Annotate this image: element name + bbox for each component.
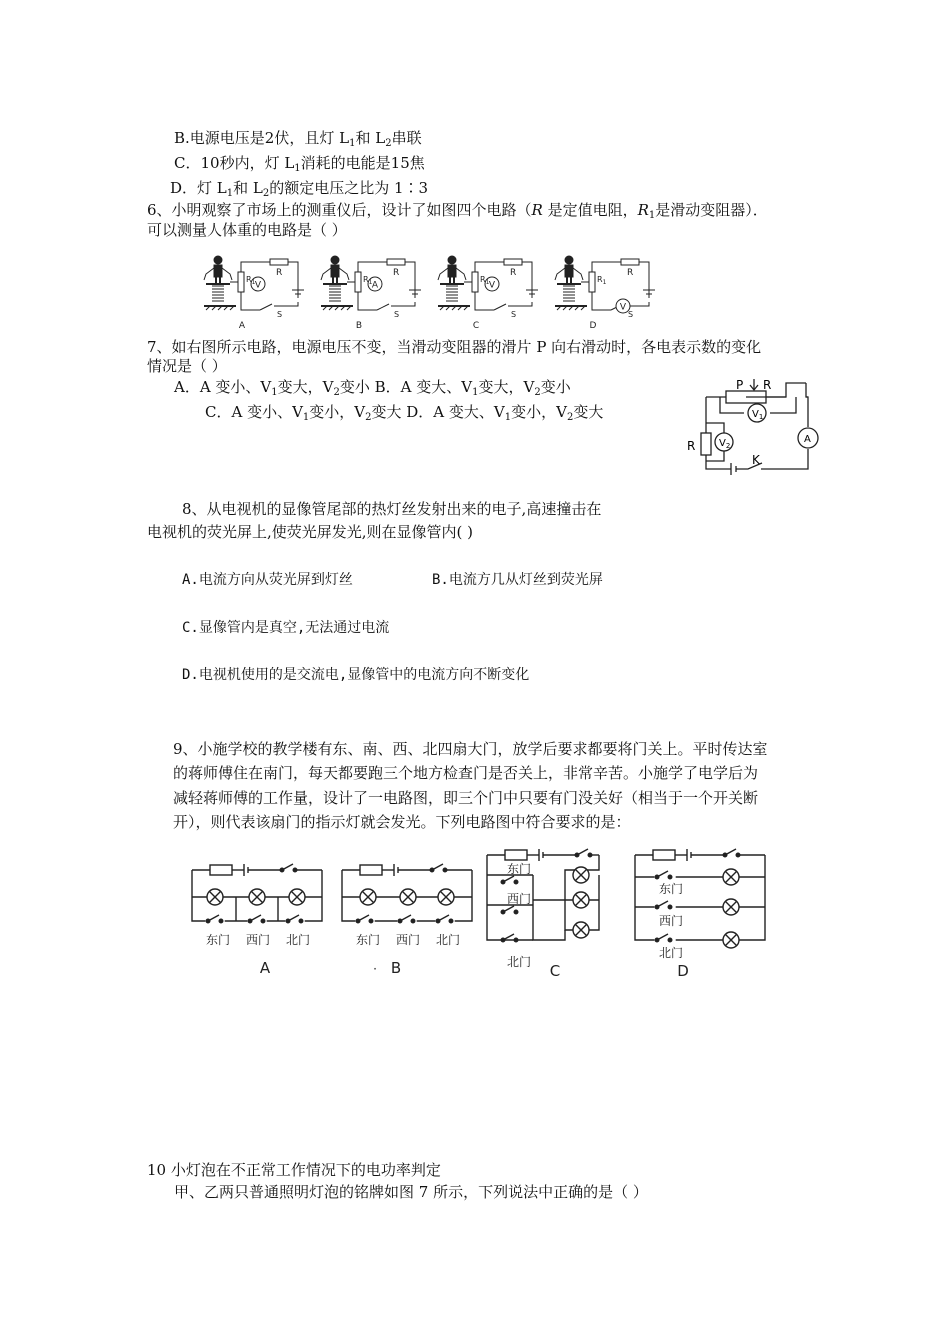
q9-circuit-a: [192, 864, 322, 977]
q5-option-b: B.电源电压是2伏，且灯 $L_1$和 $L_2$串联: [174, 129, 422, 149]
q10-stem: 甲、乙两只普通照明灯泡的铭牌如图 7 所示，下列说法中正确的是（ ）: [174, 1183, 648, 1201]
rheostat-r1: [238, 272, 244, 292]
meter-label: V: [488, 280, 496, 291]
q9-figure-label-a: A: [259, 959, 271, 977]
door-label: 东门: [506, 862, 532, 876]
rheostat-r1: [589, 272, 595, 292]
person-icon: [331, 256, 339, 264]
resistor-r: [504, 259, 522, 265]
q6-figure-label-c: C: [472, 321, 480, 331]
q5-option-c: C．10秒内，灯 $L_1$消耗的电能是15焦: [174, 154, 425, 174]
spring-icon: [329, 286, 341, 301]
q9-stem-line3: 减轻蒋师傅的工作量，设计了一电路图，即三个门中只要有门没关好（相当于一个开关断: [173, 789, 759, 807]
q6-stem-line1: 6、小明观察了市场上的测重仪后，设计了如图四个电路（R 是定值电阻，$R_1$是滑动变阻器）．: [147, 201, 768, 221]
q6-stem-line2: 可以测量人体重的电路是（ ）: [147, 221, 347, 239]
q6-figure-label-a: A: [238, 321, 246, 331]
q9-stem-line1: 9、小施学校的教学楼有东、南、西、北四扇大门，放学后要求都要将门关上。平时传达室: [173, 740, 768, 758]
door-label: 北门: [658, 946, 684, 960]
q7-options-ab: A．A 变小、$V_1$变大，$V_2$变小 B．A 变大、$V_1$变大，$V_2$变小: [174, 378, 571, 398]
q9-figure-dot: ·: [373, 962, 377, 976]
door-label: 北门: [506, 955, 532, 969]
label-r: R: [510, 268, 517, 278]
label-r1: $R_1$: [363, 275, 373, 286]
q8-option-d: D.电视机使用的是交流电,显像管中的电流方向不断变化: [182, 667, 530, 683]
meter-label: V: [254, 280, 262, 291]
rheostat-r1: [472, 272, 478, 292]
label-s: S: [511, 310, 517, 319]
spring-icon: [563, 286, 575, 301]
label-r1: $R_1$: [246, 275, 256, 286]
rheostat-r1: [355, 272, 361, 292]
door-label: 北门: [435, 933, 461, 947]
q6-figure-label-b: B: [355, 321, 363, 331]
q6-circuit-c: [438, 256, 538, 331]
label-s: S: [628, 310, 634, 319]
q9-stem-line4: 开），则代表该扇门的指示灯就会发光。下列电路图中符合要求的是：: [173, 813, 631, 831]
person-icon: [448, 256, 456, 264]
label-r1: $R_1$: [597, 275, 607, 286]
q8-option-a: A.电流方向从荧光屏到灯丝: [182, 572, 353, 588]
q9-stem-line2: 的蒋师傅住在南门，每天都要跑三个地方检查门是否关上，非常辛苦。小施学了电学后为: [173, 764, 759, 782]
q6-weighing-circuits-figure: [200, 254, 660, 334]
q6-circuit-a: [204, 256, 304, 331]
meter-label: V: [619, 302, 627, 313]
label-r1: $R_1$: [480, 275, 490, 286]
meter-label: A: [371, 280, 379, 291]
q9-figure-label-b: B: [390, 959, 402, 977]
q7-label-r-top: R: [763, 378, 772, 392]
door-label: 西门: [658, 914, 684, 928]
label-s: S: [394, 310, 400, 319]
door-label: 北门: [285, 933, 311, 947]
q9-door-circuits-figure: [180, 845, 780, 985]
q6-circuit-d: [555, 256, 655, 331]
q7-label-v1: $V_1$: [752, 409, 764, 421]
spring-icon: [446, 286, 458, 301]
q8-option-b: B.电流方几从灯丝到荧光屏: [432, 572, 603, 588]
q7-circuit-diagram: [686, 375, 826, 475]
label-r: R: [627, 268, 634, 278]
resistor: [210, 865, 232, 875]
door-label: 东门: [658, 882, 684, 896]
door-label: 东门: [205, 933, 231, 947]
q7-label-p: P: [736, 378, 744, 392]
q7-label-r-left: R: [687, 439, 696, 453]
resistor-r: [621, 259, 639, 265]
label-r: R: [393, 268, 400, 278]
q7-options-cd: C．A 变小、$V_1$变小，$V_2$变大 D．A 变大、$V_1$变小，$V_2$变大: [205, 403, 604, 423]
q9-circuit-c: [487, 849, 599, 980]
label-r: R: [276, 268, 283, 278]
q9-circuit-d: [635, 849, 765, 980]
door-label: 西门: [395, 933, 421, 947]
q9-circuit-b: [342, 864, 472, 977]
q7-stem-line2: 情况是（ ）: [147, 357, 227, 375]
spring-icon: [212, 286, 224, 301]
q8-stem-line2: 电视机的荧光屏上,使荧光屏发光,则在显像管内( ): [147, 523, 474, 541]
q9-figure-label-d: D: [677, 962, 689, 980]
q6-circuit-b: [321, 256, 421, 331]
q7-stem-line1: 7、如右图所示电路，电源电压不变，当滑动变阻器的滑片 P 向右滑动时，各电表示数的变化: [147, 338, 762, 356]
q7-label-k: K: [752, 453, 760, 467]
door-label: 东门: [355, 933, 381, 947]
label-s: S: [277, 310, 283, 319]
q6-figure-label-d: D: [589, 321, 597, 331]
q7-resistor-r: [701, 433, 711, 455]
q9-figure-label-c: C: [549, 962, 561, 980]
q5-option-d: D．灯 $L_1$和 $L_2$的额定电压之比为 1∶3: [170, 179, 429, 199]
q7-label-v2: $V_2$: [719, 438, 731, 450]
person-icon: [214, 256, 222, 264]
door-label: 西门: [245, 933, 271, 947]
q10-title: 10 小灯泡在不正常工作情况下的电功率判定: [147, 1161, 441, 1179]
q8-option-c: C.显像管内是真空,无法通过电流: [182, 620, 390, 636]
resistor-r: [270, 259, 288, 265]
resistor: [653, 850, 675, 860]
door-label: 西门: [506, 892, 532, 906]
q7-label-a: A: [804, 434, 811, 445]
resistor-r: [387, 259, 405, 265]
q8-stem-line1: 8、从电视机的显像管尾部的热灯丝发射出来的电子,高速撞击在: [182, 500, 602, 518]
person-icon: [565, 256, 573, 264]
resistor: [505, 850, 527, 860]
resistor: [360, 865, 382, 875]
